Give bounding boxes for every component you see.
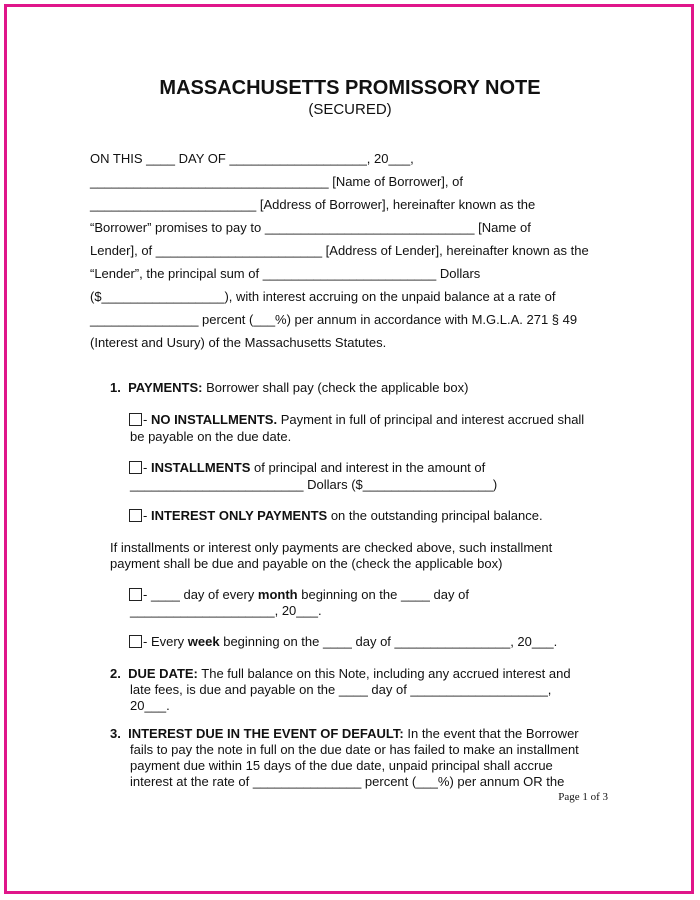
schedule-intro-line: payment shall be due and payable on the (check the applicable box) (110, 556, 503, 571)
section-2-line: 20___. (130, 698, 170, 713)
intro-line: ON THIS ____ DAY OF ___________________, 20___, (90, 151, 414, 166)
section-2-line: late fees, is due and payable on the ____ day of ___________________, (130, 682, 552, 697)
section-title: DUE DATE: (128, 666, 198, 681)
option-bold-label: month (257, 587, 298, 602)
option-text: of principal and interest in the amount of (250, 460, 486, 475)
section-3-heading (110, 726, 579, 742)
intro-line: (Interest and Usury) of the Massachusetts Statutes. (90, 335, 387, 350)
section-number: 2. (110, 666, 121, 681)
section-2-heading (110, 666, 571, 682)
option-bold-label: INSTALLMENTS (150, 460, 251, 475)
section-3-line: payment due within 15 days of the due date, unpaid principal shall accrue (130, 758, 553, 773)
option-text: on the outstanding principal balance. (327, 508, 543, 523)
option-no-installments (143, 412, 584, 428)
no-installments-checkbox[interactable] (129, 413, 142, 426)
section-title: PAYMENTS: (128, 380, 203, 395)
section-3-line: fails to pay the note in full on the due date or has failed to make an installment (130, 742, 579, 757)
intro-line: _________________________________ [Name of Borrower], of (90, 174, 463, 189)
section-title: INTEREST DUE IN THE EVENT OF DEFAULT: (128, 726, 404, 741)
option-text: - ____ day of every (143, 587, 258, 602)
intro-line: ($_________________), with interest accruing on the unpaid balance at a rate of (90, 289, 556, 304)
installments-checkbox[interactable] (129, 461, 142, 474)
monthly-checkbox[interactable] (129, 588, 142, 601)
option-prefix: - (143, 508, 151, 523)
option-installments (143, 460, 485, 476)
section-text: Borrower shall pay (check the applicable box) (202, 380, 469, 395)
intro-line: _______________ percent (___%) per annum in accordance with M.G.L.A. 271 § 49 (90, 312, 578, 327)
section-1-heading (110, 380, 468, 396)
option-prefix: - (143, 460, 151, 475)
option-text: Payment in full of principal and interest accrued shall (277, 412, 585, 427)
section-text: In the event that the Borrower (403, 726, 579, 741)
option-text: beginning on the ____ day of ________________, 20___. (219, 634, 558, 649)
option-monthly (143, 587, 469, 603)
option-installments-line2: ________________________ Dollars ($__________________) (130, 477, 498, 492)
document-subtitle: (SECURED) (308, 101, 392, 118)
section-number: 1. (110, 380, 121, 395)
intro-line: _______________________ [Address of Borrower], hereinafter known as the (90, 197, 536, 212)
section-number: 3. (110, 726, 121, 741)
option-bold-label: NO INSTALLMENTS. (150, 412, 278, 427)
intro-line: “Borrower” promises to pay to _____________________________ [Name of (90, 220, 531, 235)
option-bold-label: INTEREST ONLY PAYMENTS (150, 508, 328, 523)
document-title: MASSACHUSETTS PROMISSORY NOTE (159, 77, 541, 99)
option-bold-label: week (187, 634, 220, 649)
option-text: - Every (143, 634, 188, 649)
option-no-installments-line2: be payable on the due date. (130, 429, 292, 444)
section-text: The full balance on this Note, including any accrued interest and (197, 666, 571, 681)
option-monthly-line2: ____________________, 20___. (130, 603, 322, 618)
option-text: beginning on the ____ day of (297, 587, 469, 602)
page-number: Page 1 of 3 (558, 791, 608, 803)
interest-only-checkbox[interactable] (129, 509, 142, 522)
schedule-intro-line: If installments or interest only payments are checked above, such installment (110, 540, 553, 555)
intro-line: Lender], of _______________________ [Address of Lender], hereinafter known as the (90, 243, 589, 258)
option-prefix: - (143, 412, 151, 427)
section-3-line: interest at the rate of _______________ percent (___%) per annum OR the (130, 774, 565, 789)
option-weekly (143, 634, 557, 650)
intro-line: “Lender”, the principal sum of ________________________ Dollars (90, 266, 481, 281)
weekly-checkbox[interactable] (129, 635, 142, 648)
option-interest-only (143, 508, 543, 524)
